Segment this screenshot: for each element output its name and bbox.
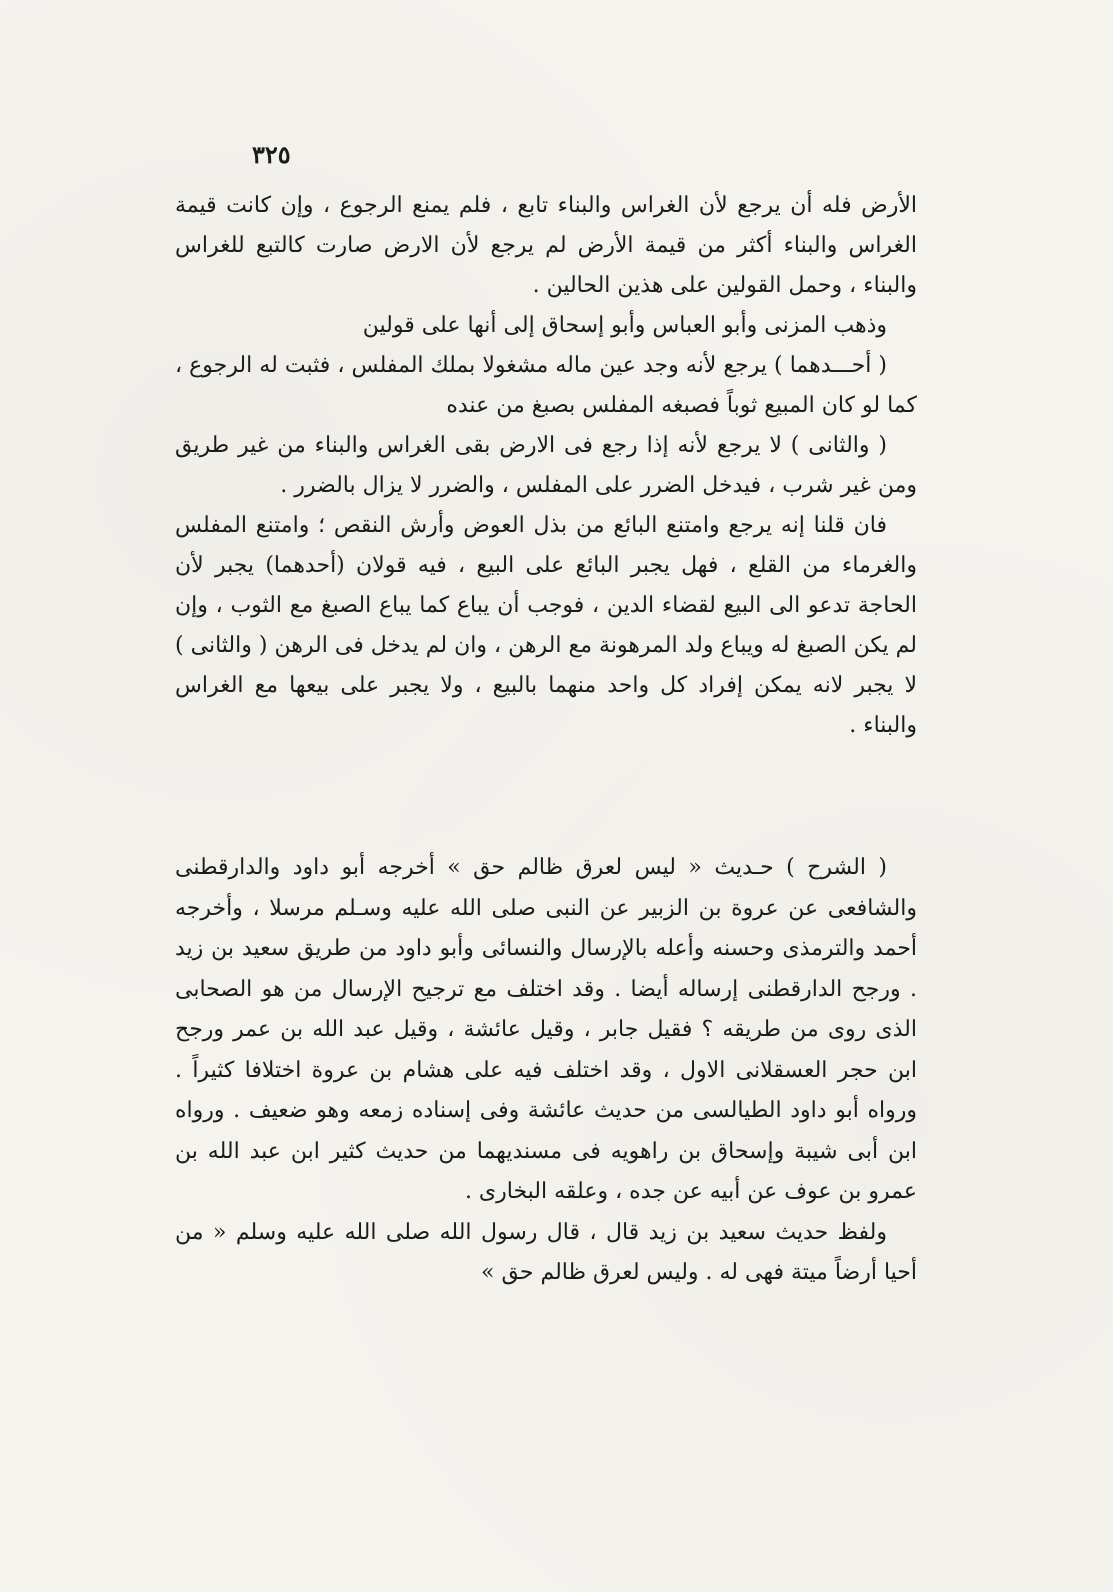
paragraph: وذهب المزنى وأبو العباس وأبو إسحاق إلى أنها على قولين [362, 313, 887, 338]
paragraph: الأرض فله أن يرجع لأن الغراس والبناء تابع ، فلم يمنع الرجوع ، وإن كانت قيمة الغراس والبناء أكثر من قيمة الأرض لم يرجع لأن الارض صارت كالتبع للغراس والبناء ، وحمل القولين على هذين الحالين . [175, 193, 917, 298]
main-text [175, 186, 917, 746]
paragraph: فان قلنا إنه يرجع وامتنع البائع من بذل العوض وأرش النقص ؛ وامتنع المفلس والغرماء من القلع ، فهل يجبر البائع على البيع ، فيه قولان (أحدهما) يجبر لأن الحاجة تدعو الى البيع لقضاء الدين ، فوجب أن يباع كما يباع الصبغ مع الثوب ، وإن لم يكن الصبغ له ويباع ولد المرهونة مع الرهن ، وان لم يدخل فى الرهن ( والثانى ) لا يجبر لانه يمكن إفراد كل واحد منهما بالبيع ، ولا يجبر على بيعها مع الغراس والبناء . [175, 513, 918, 738]
paragraph: ( أحـــدهما ) يرجع لأنه وجد عين ماله مشغولا بملك المفلس ، فثبت له الرجوع ، كما لو كان المبيع ثوباً فصبغه المفلس بصبغ من عنده [175, 353, 917, 418]
paragraph: ( والثانى ) لا يرجع لأنه إذا رجع فى الارض بقى الغراس والبناء من غير طريق ومن غير شرب ، فيدخل الضرر على المفلس ، والضرر لا يزال بالضرر . [175, 433, 917, 498]
commentary-paragraph: ولفظ حديث سعيد بن زيد قال ، قال رسول الله صلى الله عليه وسلم « من أحيا أرضاً ميتة فهى له . وليس لعرق ظالم حق » [175, 1219, 917, 1285]
commentary-paragraph: ( الشرح ) حـديث « ليس لعرق ظالم حق » أخرجه أبو داود والدارقطنى والشافعى عن عروة بن الزبير عن النبى صلى الله عليه وسـلم مرسلا ، وأخرجه أحمد والترمذى وحسنه وأعله بالإرسال والنسائى وأبو داود من طريق سعيد بن زيد . ورجح الدارقطنى إرساله أيضا . وقد اختلف مع ترجيح الإرسال من هو الصحابى الذى روى من طريقه ؟ فقيل جابر ، وقيل عائشة ، وقيل عبد الله بن عمر ورجح ابن حجر العسقلانى الاول ، وقد اختلف فيه على هشام بن عروة اختلافا كثيراً . ورواه أبو داود الطيالسى من حديث عائشة وفى إسناده زمعه وهو ضعيف . ورواه ابن أبى شيبة وإسحاق بن راهويه فى مسنديهما من حديث كثير ابن عبد الله بن عمرو بن عوف عن أبيه عن جده ، وعلقه البخارى . [175, 855, 917, 1204]
page-number: ٣٢٥ [252, 140, 291, 169]
commentary-section [175, 848, 917, 1294]
